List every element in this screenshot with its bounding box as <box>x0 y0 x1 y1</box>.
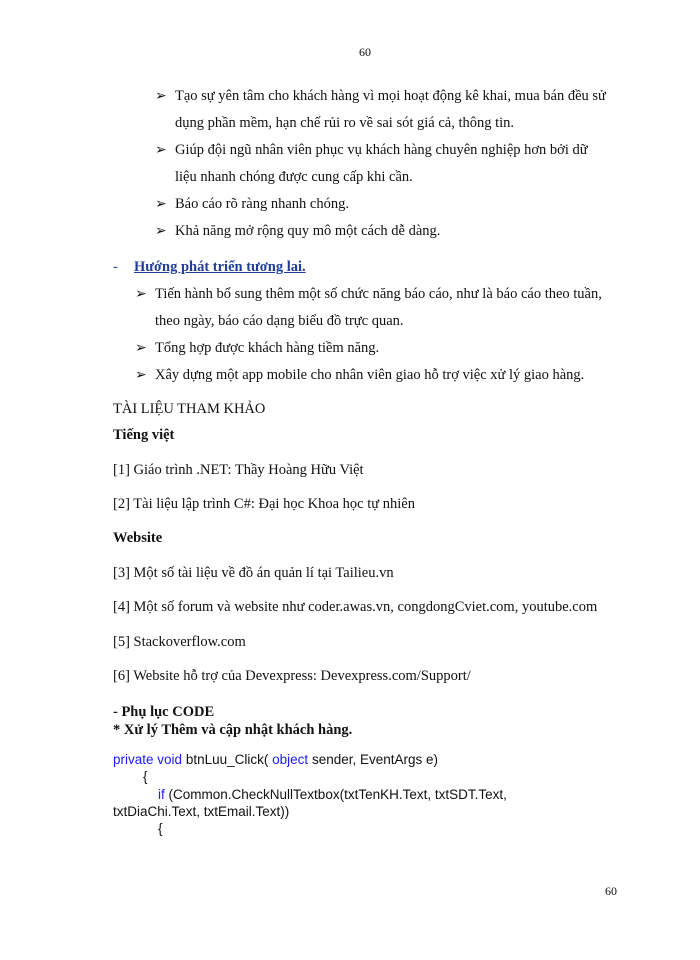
code-line <box>158 786 507 803</box>
arrow-bullet-icon: ➢ <box>155 223 167 239</box>
reference-item: [5] Stackoverflow.com <box>113 634 246 650</box>
arrow-bullet-icon: ➢ <box>135 367 147 383</box>
future-item-line: Tổng hợp được khách hàng tiềm năng. <box>155 340 380 356</box>
references-title: TÀI LIỆU THAM KHẢO <box>113 401 266 417</box>
benefit-line: liệu nhanh chóng được cung cấp khi cần. <box>175 169 413 185</box>
dash-bullet: - <box>113 259 118 275</box>
appendix-title: - Phụ lục CODE <box>113 704 215 720</box>
code-line <box>113 751 438 768</box>
arrow-bullet-icon: ➢ <box>155 88 167 104</box>
code-keyword: private <box>113 752 154 767</box>
benefit-line: dụng phần mềm, hạn chế rủi ro về sai sót giá cả, thông tin. <box>175 115 515 131</box>
code-text: btnLuu_Click( <box>185 752 269 767</box>
future-item-line: Xây dựng một app mobile cho nhân viên giao hỗ trợ việc xử lý giao hàng. <box>155 367 585 383</box>
benefit-line: Báo cáo rõ ràng nhanh chóng. <box>175 196 349 212</box>
page-number-top: 60 <box>359 45 371 59</box>
benefit-line: Khả năng mở rộng quy mô một cách dễ dàng. <box>175 223 441 239</box>
arrow-bullet-icon: ➢ <box>155 196 167 212</box>
benefit-line: Giúp đội ngũ nhân viên phục vụ khách hàng chuyên nghiệp hơn bởi dữ <box>175 142 588 158</box>
reference-item: [6] Website hỗ trợ của Devexpress: Devexpress.com/Support/ <box>113 668 471 684</box>
code-text: (Common.CheckNullTextbox(txtTenKH.Text, txtSDT.Text, <box>168 787 507 802</box>
code-line: { <box>143 769 148 784</box>
reference-item: [1] Giáo trình .NET: Thầy Hoàng Hữu Việt <box>113 462 364 478</box>
arrow-bullet-icon: ➢ <box>135 340 147 356</box>
code-keyword: void <box>157 752 183 767</box>
code-keyword: object <box>272 752 309 767</box>
website-heading: Website <box>113 530 163 546</box>
reference-item: [4] Một số forum và website như coder.awas.vn, congdongCviet.com, youtube.com <box>113 599 598 615</box>
appendix-subtitle: * Xử lý Thêm và cập nhật khách hàng. <box>113 722 353 738</box>
future-item-line: Tiến hành bổ sung thêm một số chức năng báo cáo, như là báo cáo theo tuần, <box>155 286 602 302</box>
code-line: { <box>158 821 163 836</box>
reference-item: [2] Tài liệu lập trình C#: Đại học Khoa học tự nhiên <box>113 496 415 512</box>
reference-item: [3] Một số tài liệu về đồ án quản lí tại Tailieu.vn <box>113 565 394 581</box>
code-keyword: if <box>158 787 165 802</box>
benefit-line: Tạo sự yên tâm cho khách hàng vì mọi hoạt động kê khai, mua bán đều sử <box>175 88 606 104</box>
future-heading: Hướng phát triển tương lai. <box>134 259 306 275</box>
vietnamese-heading: Tiếng việt <box>113 427 175 443</box>
page-number-bottom: 60 <box>605 884 617 898</box>
code-line: txtDiaChi.Text, txtEmail.Text)) <box>113 804 290 819</box>
code-text: sender, EventArgs e) <box>311 752 439 767</box>
arrow-bullet-icon: ➢ <box>155 142 167 158</box>
future-item-line: theo ngày, báo cáo dạng biểu đồ trực quan. <box>155 313 404 329</box>
arrow-bullet-icon: ➢ <box>135 286 147 302</box>
